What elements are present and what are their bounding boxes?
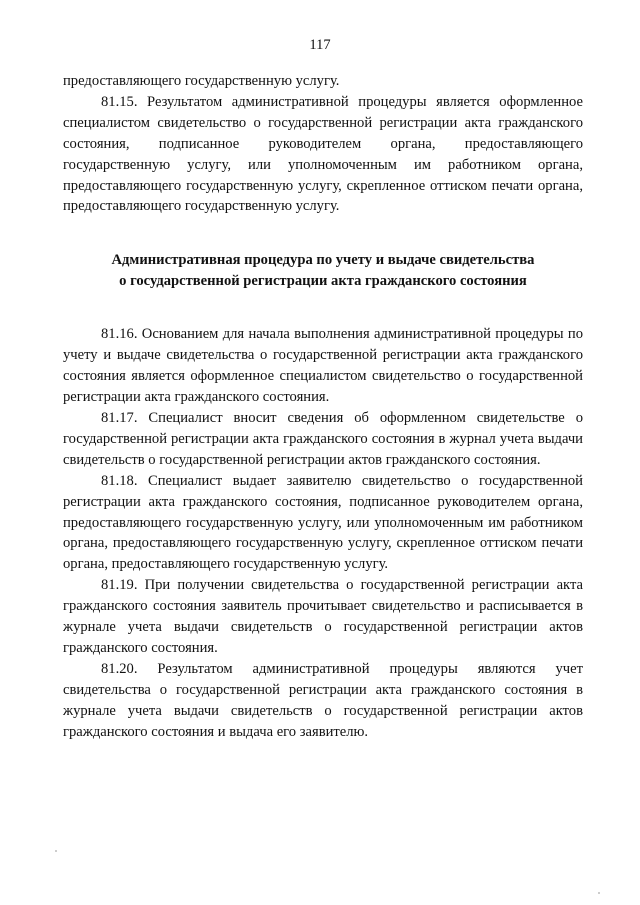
page-number: 117 [309,37,331,53]
section-heading [63,217,583,324]
scan-speck [598,892,600,894]
paragraph-81-20: 81.20. Результатом административной процедуры являются учет свидетельства о государственной регистрации акта гражданского состояния в журнале учета выдачи свидетельств о государственной регистрации актов гражданского состояния и выдача его заявителю. [63,660,583,740]
paragraph-81-17: 81.17. Специалист вносит сведения об оформленном свидетельстве о государственной регистрации акта гражданского состояния в журнал учета выдачи свидетельств о государственной регистрации актов гражданского состояния. [63,409,583,468]
scan-speck [55,850,57,852]
paragraph-81-15: 81.15. Результатом административной процедуры является оформленное специалистом свидетельство о государственной регистрации акта гражданского состояния, подписанное руководителем органа, предоставляющего государственную услугу, или уполномоченным им работником органа, предоставляющего государственную услугу, скрепленное оттиском печати органа, предоставляющего государственную услугу. [63,93,583,215]
paragraph-81-16: 81.16. Основанием для начала выполнения административной процедуры по учету и выдаче свидетельства о государственной регистрации акта гражданского состояния является оформленное специалистом свидетельство о государственной регистрации акта гражданского состояния. [63,326,583,406]
section-heading-line-1: Административная процедура по учету и выдаче свидетельства [111,252,535,269]
paragraph-81-19: 81.19. При получении свидетельства о государственной регистрации акта гражданского состояния заявитель прочитывает свидетельство и расписывается в журнале учета выдачи свидетельств о государственной регистрации актов гражданского состояния. [63,577,583,656]
document-body [63,71,583,742]
section-heading-line-2: о государственной регистрации акта гражданского состояния [119,272,527,289]
paragraph-continuation: предоставляющего государственную услугу. [63,73,340,89]
paragraph-81-18: 81.18. Специалист выдает заявителю свидетельство о государственной регистрации акта гражданского состояния, подписанное руководителем органа, предоставляющего государственную услугу, или уполномоченным им работником органа, предоставляющего государственную услугу, скрепленное оттиском печати органа, предоставляющего государственную услугу. [63,472,583,573]
